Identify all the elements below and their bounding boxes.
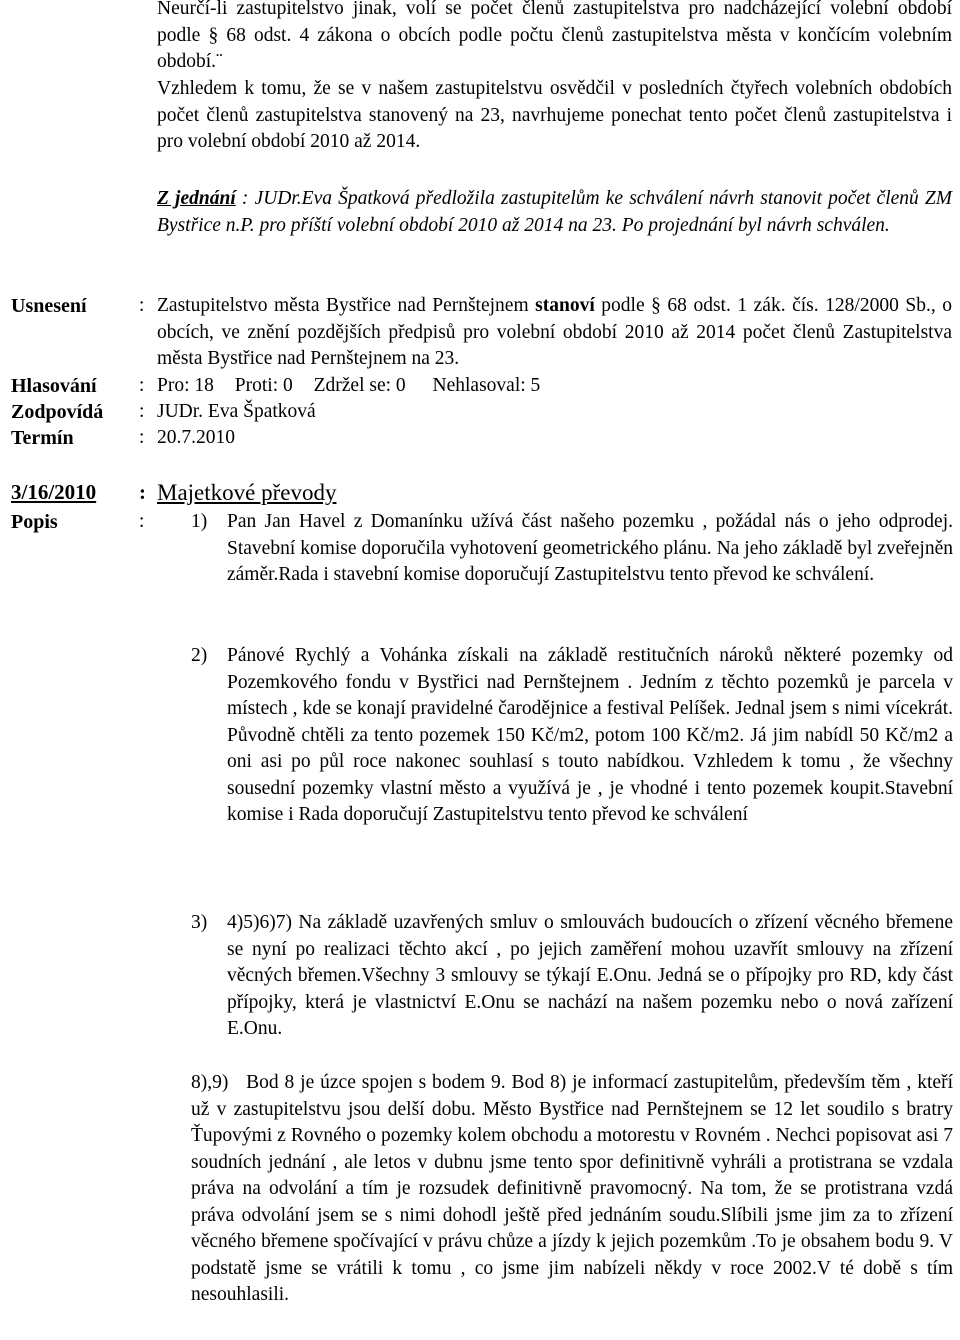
item-number: 3) [191,912,208,933]
discussion-text: : JUDr.Eva Špatková předložila zastupitelům ke schválení návrh stanovit počet členů ZM Bystřice n.P. pro příští volební období 2010 až 2014 na 23. Po projednání byl návrh schválen. [157,188,953,236]
description-colon: : [139,511,145,532]
vote-proti: Proti: 0 [234,375,293,396]
deadline-value: 20.7.2010 [157,427,235,448]
resolution-text-start: Zastupitelstvo města Bystřice nad Pernštejnem [157,295,536,316]
deadline-label: Termín [11,427,74,449]
section-colon: : [139,480,146,504]
resolution-text-bold: stanoví [535,295,595,316]
section-heading [11,480,381,510]
vote-pro: Pro: 18 [157,375,214,396]
responsible-colon: : [139,401,145,422]
section-title: Majetkové převody [157,480,337,505]
resolution-text [157,293,952,373]
resolution-colon: : [139,295,145,316]
vote-not-voted: Nehlasoval: 5 [432,375,541,396]
intro-paragraph-2: Vzhledem k tomu, že se v našem zastupitelstvu osvědčil v posledních čtyřech volebních obdobích počet členů zastupitelstva stanovený na 23, navrhujeme ponechat tento počet členů zastupitelstva i pro volební období 2010 až 2014. [157,78,952,152]
responsible-label: Zodpovídá [11,401,104,423]
item-number: 2) [191,645,208,666]
discussion-paragraph [157,186,952,239]
item-text [191,1070,953,1309]
resolution-label: Usnesení [11,295,87,317]
description-label: Popis [11,511,58,533]
item-number: 8),9) [191,1072,229,1093]
item-text: 4)5)6)7) Na základě uzavřených smluv o smlouvách budoucích o zřízení věcného břemene se nyní po realizaci těchto akcí , po jejich zaměření mohou uzavřít smlouvy na zřízení věcných břemen.Všechny 3 smlouvy se týkají E.Onu. Jedná se o přípojky pro RD, kdy část přípojky, která je vlastnictví E.Onu se nachází na našem pozemku nebo o nová zařízení E.Onu. [227,912,953,1039]
resolution-row [11,293,951,373]
discussion-label: Z jednání [157,188,236,209]
item-number: 1) [191,511,208,532]
responsible-value: JUDr. Eva Špatková [157,401,316,422]
voting-label: Hlasování [11,375,97,397]
vote-abstain: Zdržel se: 0 [313,375,406,396]
section-number: 3/16/2010 [11,480,97,504]
item-text: Pánové Rychlý a Vohánka získali na základě restitučních nároků některé pozemky od Pozemkového fondu v Bystřici nad Pernštejnem . Jedním z těchto pozemků je parcela v místech , kde se konají pravidelné čarodějnice a festival Pelíšek. Jednal jsem s nimi vícekrát. Původně chtěli za tento pozemek 150 Kč/m2, potom 100 Kč/m2. Já jim nabídl 50 Kč/m2 a oni asi po půl roce nakonec souhlasí s touto nabídkou. Vzhledem k tomu , že všechny sousední pozemky vlastní město a využívá je , je vhodné i tento pozemek koupit.Stavební komise i Rada doporučují Zastupitelstvu tento převod ke schválení [227,645,953,825]
voting-colon: : [139,375,145,396]
deadline-colon: : [139,427,145,448]
resolution-text-end: podle § 68 odst. 1 zák. čís. 128/2000 Sb., o obcích, ve znění pozdějších předpisů pro volební období 2010 až 2014 počet členů Zastupitelstva města Bystřice nad Pernštejnem na 23. [157,295,952,369]
intro-paragraph-1: Neurčí-li zastupitelstvo jinak, volí se počet členů zastupitelstva pro nadcházející volební období podle § 68 odst. 4 zákona o obcích podle počtu členů zastupitelstva města v končícím volebním období.¨ [157,0,952,72]
item-text: Pan Jan Havel z Domanínku užívá část našeho pozemku , požádal nás o jeho odprodej. Stavební komise doporučila vyhotovení geometrického plánu. Na jeho základě byl zveřejněn záměr.Rada i stavební komise doporučují Zastupitelstvu tento převod ke schválení. [227,511,953,585]
item-body: Bod 8 je úzce spojen s bodem 9. Bod 8) je informací zastupitelům, především těm , kteří už v zastupitelstvu jsou delší dobu. Město Bystřice nad Pernštejnem se 12 let soudilo s bratry Ťupovými z Rovného o pozemky kolem obchodu a motorestu v Rovném . Nechci popisovat asi 7 soudních jednání , ale letos v dubnu jsme tento spor definitivně vyhráli a protistrana se vzdala práva na odvolání a tím je rozsudek definitivně pravomocný. Na tom, že se protistrana vzdá práva odvolání jsem se s nimi dohodl ještě před jednáním soudu.Slíbili jsme jim za to zřízení věcného břemene spočívající v právu chůze a jízdy k jejich pozemkům .To je obsahem bodu 9. V podstatě jsme se vrátili k tomu , co jsme jim nabízeli někdy v roce 2002.V té době s tím nesouhlasili. [191,1072,954,1305]
